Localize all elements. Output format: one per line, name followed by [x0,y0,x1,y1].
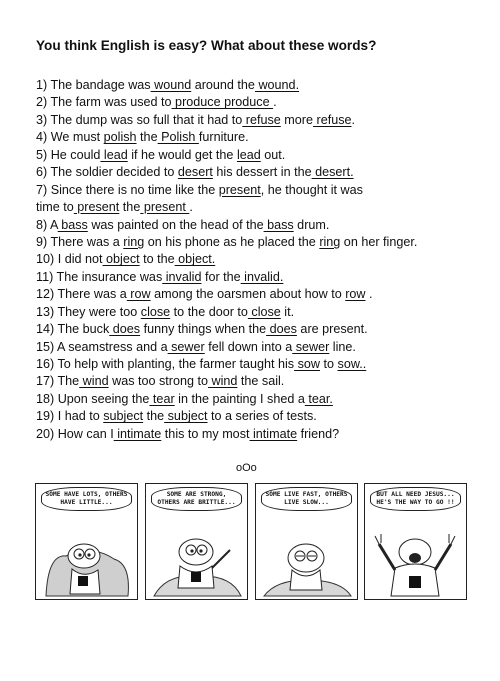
sentence-line [36,217,476,234]
homograph-word: close [247,304,281,319]
worksheet-title: You think English is easy? What about these words? [36,38,377,53]
sentence-text: , he thought it was [260,182,363,197]
comic-panel-1 [35,483,138,600]
homograph-word: bass [57,217,88,232]
sentence-line [36,199,476,216]
homograph-word: bass [263,217,294,232]
homograph-word: object [102,252,140,267]
sentence-line [36,164,476,181]
sentence-text: line. [329,339,356,354]
homograph-word: produce produce [171,95,274,110]
sentence-line [36,408,476,425]
sentence-text: his dessert in the [212,165,312,180]
homograph-word: tear [149,391,175,406]
sentence-text: 8) A [36,217,58,232]
homograph-word: sow.. [337,357,367,371]
sentence-text: 18) Upon seeing the [36,391,150,406]
sentence-line [36,94,476,111]
comic-panel-2 [145,483,248,600]
homograph-word: desert [177,165,213,180]
sentence-text: the sail. [237,374,285,389]
homograph-word: sow [294,357,320,371]
sentence-text: out. [260,147,286,162]
homograph-word: invalid [162,269,202,284]
sentence-text: furniture. [198,130,249,145]
sentence-text: more [280,112,313,127]
sentence-text: 11) The insurance was [36,269,163,284]
homograph-word: present [73,200,120,215]
sentence-line [36,321,476,338]
sentence-text: was too strong to [108,374,208,389]
separator: oOo [236,462,257,474]
sentence-line [36,112,476,129]
sentence-text: 1) The bandage was [36,78,151,92]
sentence-text: 5) He could [36,147,101,162]
sentence-text: drum. [293,217,330,232]
sentence-text: 3) The dump was so full that it had to [36,112,243,127]
sentence-text: funny things when the [140,322,267,337]
homograph-word: refuse [313,112,352,127]
sentence-text: around the [191,78,255,92]
sentence-text: if he would get the [127,147,237,162]
sentence-list [36,77,476,443]
speech-bubble: BUT ALL NEED JESUS... HE'S THE WAY TO GO !! [370,487,461,511]
sentence-text: 14) The buck [36,322,110,337]
homograph-word: lead [236,147,261,162]
sentence-text: 2) The farm was used to [36,95,172,110]
sentence-text: 13) They were too [36,304,141,319]
sentence-text: the [136,130,158,145]
sentence-line [36,77,476,94]
homograph-word: present [140,200,190,215]
sentence-text: the [143,409,165,424]
sentence-line [36,269,476,286]
sentence-text: 15) A seamstress and a [36,339,168,354]
sentence-line [36,373,476,390]
sentence-text: are present. [296,322,368,337]
sentence-text: was painted on the head of the [87,217,264,232]
sentence-text: 10) I did not [36,252,103,267]
speech-bubble: SOME ARE STRONG, OTHERS ARE BRITTLE... [151,487,242,511]
comic-panel-4 [364,483,467,600]
comic-strip [35,483,465,603]
sentence-text: this to my most [161,426,250,441]
homograph-word: invalid. [240,269,284,284]
homograph-word: sewer [292,339,330,354]
sentence-text: in the painting I shed a [174,391,305,406]
homograph-word: intimate [249,426,298,441]
speech-bubble: SOME LIVE FAST, OTHERS LIVE SLOW... [261,487,352,511]
sentence-line [36,426,476,443]
sentence-line [36,304,476,321]
sentence-text: to the [139,252,175,267]
sentence-text: . [273,95,277,110]
homograph-word: subject [164,409,208,424]
sentence-text: 20) How can I [36,426,114,441]
homograph-word: intimate [113,426,162,441]
sentence-text: fell down into a [204,339,293,354]
sentence-text: it. [280,304,295,319]
speech-bubble: SOME HAVE LOTS, OTHERS HAVE LITTLE... [41,487,132,511]
sentence-text: . [365,287,373,302]
sentence-line [36,356,476,373]
sentence-text: 17) The [36,374,80,389]
sentence-text: 7) Since there is no time like the [36,182,219,197]
homograph-word: tear. [304,391,333,406]
sentence-text: 9) There was a [36,234,124,249]
homograph-word: subject [103,409,144,424]
sentence-line [36,391,476,408]
sentence-text: to the door to [170,304,248,319]
sentence-text: 6) The soldier decided to [36,165,178,180]
comic-panel-3 [255,483,358,600]
sentence-text: friend? [297,426,340,441]
sentence-text: 12) There was a [36,287,127,302]
sentence-line [36,339,476,356]
homograph-word: present [218,182,261,197]
homograph-word: row [345,287,366,302]
homograph-word: row [126,287,151,302]
homograph-word: Polish [157,130,199,145]
sentence-text: for the [201,269,241,284]
sentence-text: . [189,200,193,215]
sentence-text: 19) I had to [36,409,104,424]
sentence-line [36,129,476,146]
homograph-word: desert. [311,165,354,180]
sentence-line [36,251,476,268]
sentence-line [36,234,476,251]
sentence-text: to a series of tests. [207,409,317,424]
homograph-word: ring [123,234,145,249]
sentence-line [36,286,476,303]
homograph-word: wind [208,374,238,389]
sentence-text: 4) We must [36,130,104,145]
sentence-text: among the oarsmen about how to [150,287,346,302]
sentence-line [36,147,476,164]
homograph-word: wound [150,78,192,92]
homograph-word: polish [103,130,137,145]
homograph-word: wind [79,374,109,389]
sentence-text: . [351,112,356,127]
homograph-word: does [109,322,141,337]
homograph-word: object. [174,252,216,267]
homograph-word: does [266,322,297,337]
homograph-word: lead [100,147,128,162]
homograph-word: ring [319,234,341,249]
sentence-text: on her finger. [340,234,418,249]
sentence-text: the [119,200,141,215]
sentence-text: to [320,357,338,371]
homograph-word: sewer [167,339,205,354]
sentence-line [36,182,476,199]
homograph-word: refuse [242,112,281,127]
sentence-text: 16) To help with planting, the farmer taught his [36,357,295,371]
sentence-text: time to [36,200,74,215]
sentence-text: on his phone as he placed the [144,234,320,249]
homograph-word: wound. [254,78,300,92]
homograph-word: close [140,304,171,319]
